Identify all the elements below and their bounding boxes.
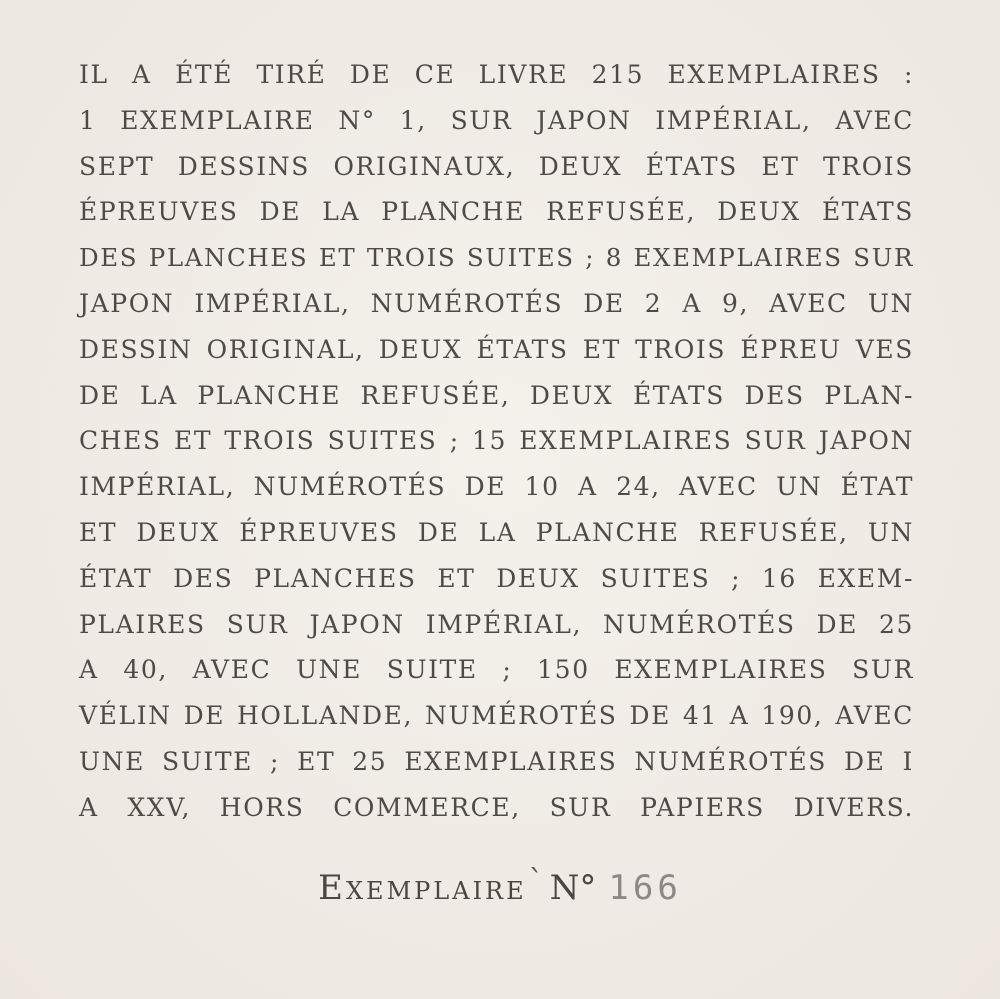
- colophon-line-16: UNE SUITE ; ET 25 EXEMPLAIRES NUMÉROTÉS DE I: [79, 746, 914, 776]
- colophon-line-15: VÉLIN DE HOLLANDE, NUMÉROTÉS DE 41 A 190, AVEC: [79, 701, 914, 731]
- colophon-line-17: A XXV, HORS COMMERCE, SUR PAPIERS DIVERS.: [79, 792, 914, 822]
- colophon-line-5: DES PLANCHES ET TROIS SUITES ; 8 EXEMPLAIRES SUR: [79, 243, 914, 273]
- colophon-line-6: JAPON IMPÉRIAL, NUMÉROTÉS DE 2 A 9, AVEC UN: [79, 288, 914, 318]
- colophon-text: [79, 52, 914, 831]
- colophon-line-11: ET DEUX ÉPREUVES DE LA PLANCHE REFUSÉE, UN: [79, 517, 914, 547]
- colophon-line-9: CHES ET TROIS SUITES ; 15 EXEMPLAIRES SUR JAPON: [79, 426, 914, 456]
- colophon-line-1: IL A ÉTÉ TIRÉ DE CE LIVRE 215 EXEMPLAIRES :: [79, 60, 914, 89]
- colophon-line-2: 1 EXEMPLAIRE N° 1, SUR JAPON IMPÉRIAL, AVEC: [79, 105, 914, 135]
- colophon-line-8: DE LA PLANCHE REFUSÉE, DEUX ÉTATS DES PLAN-: [79, 380, 914, 410]
- copy-label: Exemplaire: [318, 868, 527, 908]
- colophon-line-7: DESSIN ORIGINAL, DEUX ÉTATS ET TROIS ÉPREU VES: [79, 334, 914, 364]
- colophon-line-10: IMPÉRIAL, NUMÉROTÉS DE 10 A 24, AVEC UN ÉTAT: [79, 472, 914, 502]
- colophon-line-4: ÉPREUVES DE LA PLANCHE REFUSÉE, DEUX ÉTATS: [79, 197, 914, 227]
- colophon-line-14: A 40, AVEC UNE SUITE ; 150 EXEMPLAIRES SUR: [79, 655, 914, 685]
- copy-stamped-number: 166: [608, 868, 682, 908]
- copy-number-prefix: N°: [549, 868, 597, 908]
- colophon-line-13: PLAIRES SUR JAPON IMPÉRIAL, NUMÉROTÉS DE 25: [79, 609, 914, 639]
- colophon-line-12: ÉTAT DES PLANCHES ET DEUX SUITES ; 16 EXEM-: [79, 563, 914, 593]
- copy-number: [0, 864, 1000, 908]
- copy-separator: `: [528, 864, 544, 899]
- colophon-line-3: SEPT DESSINS ORIGINAUX, DEUX ÉTATS ET TROIS: [79, 151, 914, 181]
